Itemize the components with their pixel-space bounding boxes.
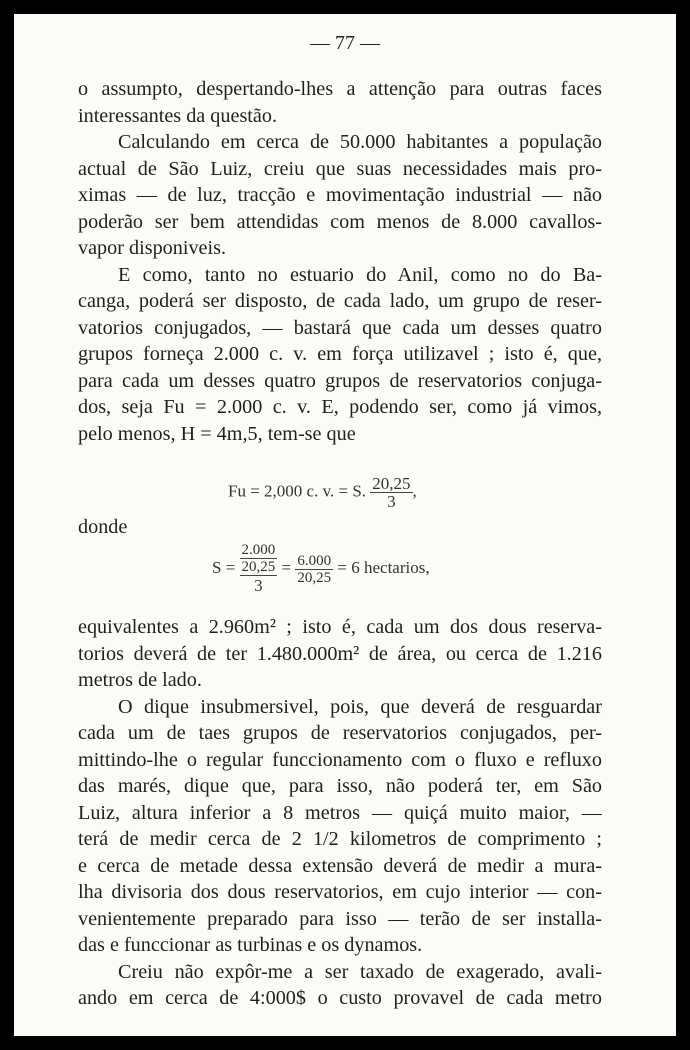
text-line: terá de medir cerca de 2 1/2 kilometros de comprimento ; bbox=[78, 828, 602, 850]
text-block-lower bbox=[78, 614, 602, 1012]
formula-s-second-denominator: 20,25 bbox=[297, 569, 332, 586]
formula-fu-denominator: 3 bbox=[387, 492, 396, 511]
text-line: das e funccionar as turbinas e os dynamos. bbox=[78, 934, 423, 956]
text-line: ximas — de luz, tracção e movimentação industrial — não bbox=[78, 184, 602, 206]
formula-fu-lhs: Fu = 2,000 c. v. = S. bbox=[228, 481, 367, 501]
formula-s-inner-fraction bbox=[240, 542, 278, 575]
text-line: e cerca de metade dessa extensão deverá de medir a mura- bbox=[78, 854, 602, 877]
text-line: cada um de taes grupos de reservatorios conjugados, per- bbox=[78, 722, 602, 744]
text-line: poderão ser bem attendidas com menos de 8.000 cavallos- bbox=[78, 210, 602, 233]
formula-s-outer-denominator: 3 bbox=[254, 576, 263, 595]
formula-fu bbox=[78, 473, 602, 511]
text-block bbox=[78, 76, 602, 1009]
text-line: equivalentes a 2.960m² ; isto é, cada um dos dous reserva- bbox=[78, 616, 602, 638]
text-line: torios deverá de ter 1.480.000m² de área, ou cerca de 1.216 bbox=[78, 642, 602, 665]
text-line: actual de São Luiz, creiu que suas necessidades mais pro- bbox=[78, 157, 602, 180]
text-line: interessantes da questão. bbox=[78, 104, 278, 127]
paragraph-start: E como, tanto no estuario do Anil, como no do Ba- bbox=[118, 263, 602, 286]
formula-s-inner-numerator: 2.000 bbox=[241, 542, 276, 558]
formula-s-second-fraction bbox=[295, 553, 333, 586]
formula-s-inner-denominator: 20,25 bbox=[241, 559, 276, 575]
formula-fu-numerator: 20,25 bbox=[372, 474, 411, 493]
text-line: venientemente preparado para isso — terão de ser installa- bbox=[78, 907, 602, 930]
text-line: metros de lado. bbox=[78, 669, 202, 691]
text-line: mittindo-lhe o regular funccionamento com o fluxo e refluxo bbox=[78, 748, 602, 771]
text-line: canga, poderá ser disposto, de cada lado, um grupo de reser- bbox=[78, 290, 602, 312]
document-page bbox=[14, 14, 676, 1036]
paragraph-start: Creiu não expôr-me a ser taxado de exagerado, avali- bbox=[118, 960, 602, 983]
formula-fu-fraction bbox=[370, 475, 412, 510]
text-line: vatorios conjugados, — bastará que cada um desses quatro bbox=[78, 316, 602, 339]
formula-s-second-numerator: 6.000 bbox=[297, 552, 332, 569]
donde-label: donde bbox=[78, 516, 128, 538]
paragraph-start: Calculando em cerca de 50.000 habitantes a população bbox=[118, 131, 602, 153]
text-line: das marés, dique que, para isso, não poderá ter, em São bbox=[78, 775, 602, 797]
text-line: grupos forneça 2.000 c. v. em força utilizavel ; isto é, que, bbox=[78, 343, 602, 365]
formula-s-equals: = bbox=[281, 557, 292, 577]
text-line: pelo menos, H = 4m,5, tem-se que bbox=[78, 422, 356, 445]
formula-s-rhs: = 6 hectarios, bbox=[337, 557, 430, 577]
formula-fu-tail: , bbox=[412, 481, 417, 501]
formula-s-lhs: S = bbox=[212, 557, 236, 577]
text-line: lha divisoria dos dous reservatorios, em cujo interior — con- bbox=[78, 881, 602, 903]
text-line: para cada um desses quatro grupos de reservatorios conjuga- bbox=[78, 369, 602, 392]
formula-s-compound-fraction bbox=[240, 542, 278, 596]
text-line: Luiz, altura inferior a 8 metros — quiçá muito maior, — bbox=[78, 801, 602, 824]
text-line: o assumpto, despertando-lhes a attenção para outras faces bbox=[78, 78, 602, 100]
text-line: ando em cerca de 4:000$ o custo provavel de cada metro bbox=[78, 987, 602, 1009]
text-line: vapor disponiveis. bbox=[78, 237, 227, 259]
paragraph-start: O dique insubmersivel, pois, que deverá de resguardar bbox=[118, 695, 602, 718]
page-number: — 77 — bbox=[310, 32, 380, 54]
text-line: dos, seja Fu = 2.000 c. v. E, podendo ser, como já vimos, bbox=[78, 396, 602, 418]
formula-s bbox=[212, 542, 430, 596]
